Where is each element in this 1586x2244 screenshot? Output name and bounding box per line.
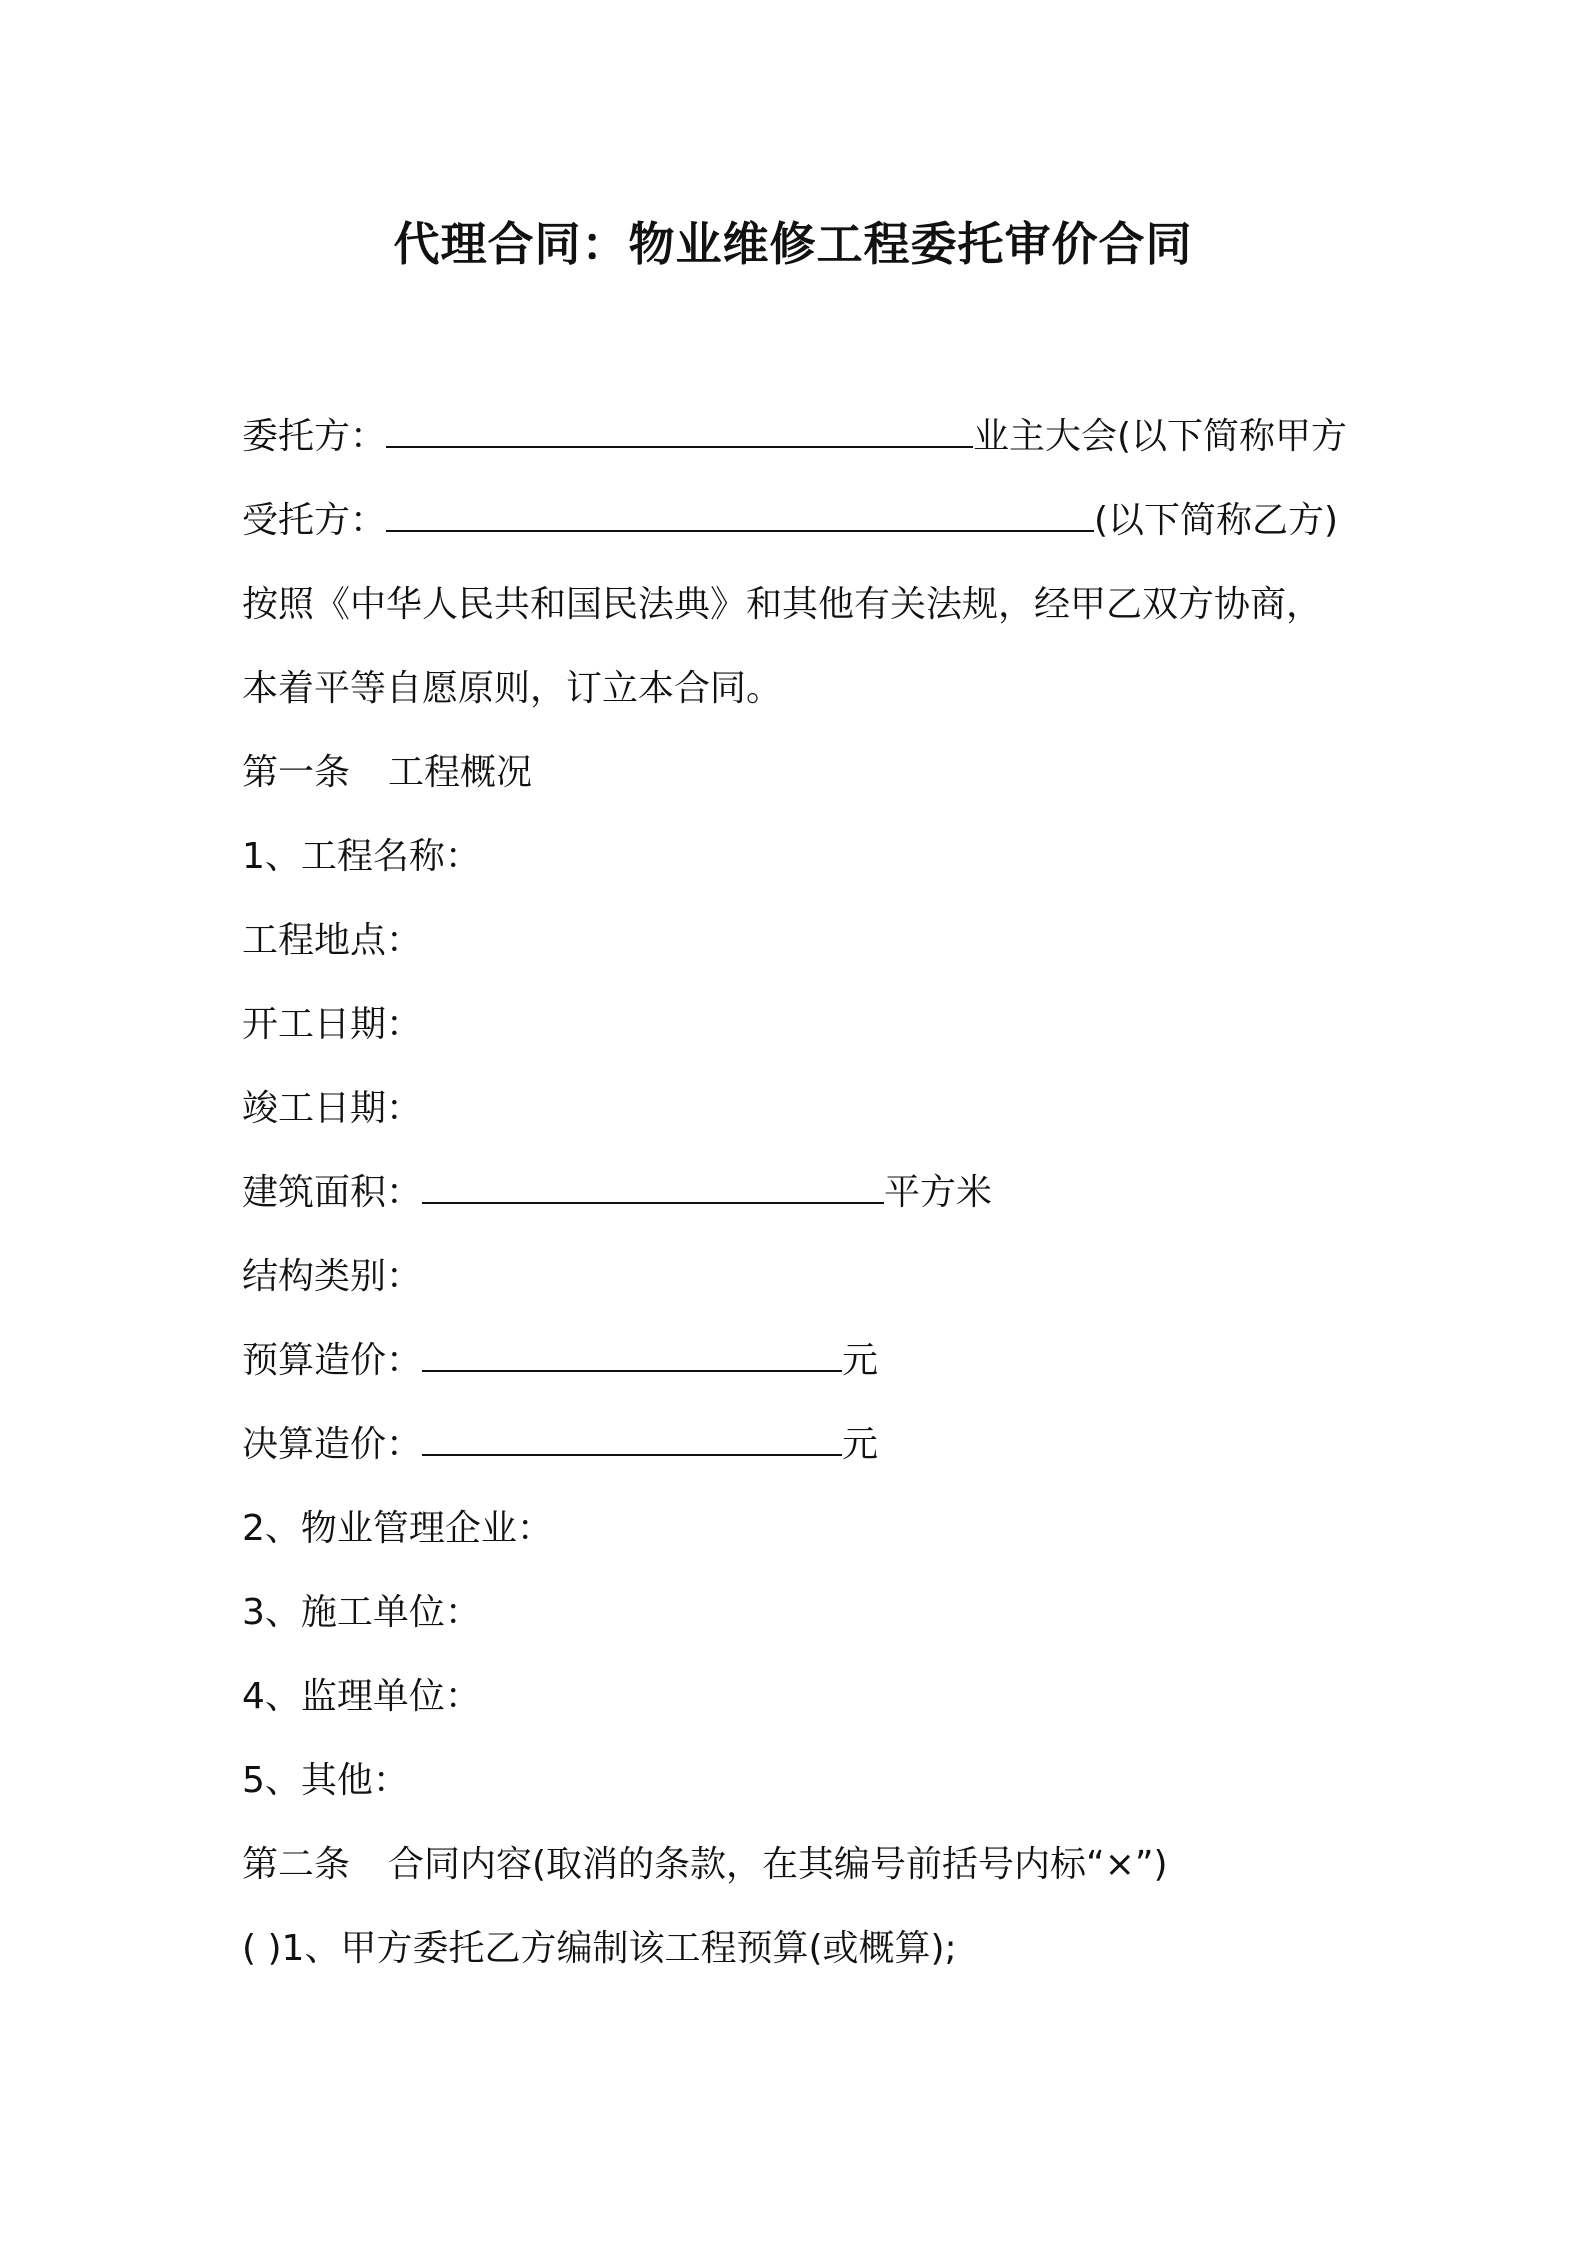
property-management-label: 2、物业管理企业： bbox=[242, 1508, 553, 1549]
agent-suffix: (以下简称乙方) bbox=[1094, 500, 1339, 541]
article-1-number: 第一条 bbox=[242, 752, 351, 793]
floor-area-unit: 平方米 bbox=[884, 1172, 993, 1213]
structure-type-label: 结构类别： bbox=[242, 1256, 423, 1297]
construction-unit-label: 3、施工单位： bbox=[242, 1592, 481, 1633]
floor-area-blank[interactable] bbox=[422, 1172, 884, 1204]
intro-line-1: 按照《中华人民共和国民法典》和其他有关法规，经甲乙双方协商， bbox=[242, 584, 1323, 625]
start-date-label: 开工日期： bbox=[242, 1004, 423, 1045]
budget-cost-line bbox=[242, 1336, 878, 1386]
article-1-title: 工程概况 bbox=[388, 752, 533, 793]
final-cost-label: 决算造价： bbox=[242, 1424, 423, 1465]
intro-line-2: 本着平等自愿原则，订立本合同。 bbox=[242, 668, 783, 709]
final-cost-unit: 元 bbox=[842, 1424, 879, 1465]
article-2-heading bbox=[242, 1840, 1168, 1890]
client-suffix: 业主大会(以下简称甲方 bbox=[973, 416, 1348, 457]
agent-line bbox=[242, 496, 1338, 546]
article-1-heading bbox=[242, 748, 532, 798]
supervision-unit-label: 4、监理单位： bbox=[242, 1676, 481, 1717]
budget-cost-unit: 元 bbox=[842, 1340, 879, 1381]
client-name-blank[interactable] bbox=[386, 416, 973, 448]
article-2-title: 合同内容(取消的条款，在其编号前括号内标“×”) bbox=[388, 1844, 1168, 1885]
floor-area-line bbox=[242, 1168, 992, 1218]
final-cost-line bbox=[242, 1420, 878, 1470]
final-cost-blank[interactable] bbox=[422, 1424, 842, 1456]
other-label: 5、其他： bbox=[242, 1760, 409, 1801]
article-2-number: 第二条 bbox=[242, 1844, 351, 1885]
budget-cost-blank[interactable] bbox=[422, 1340, 842, 1372]
project-location-label: 工程地点： bbox=[242, 920, 423, 961]
budget-cost-label: 预算造价： bbox=[242, 1340, 423, 1381]
client-label: 委托方： bbox=[242, 416, 387, 457]
agent-label: 受托方： bbox=[242, 500, 387, 541]
clause-1: ( )1、甲方委托乙方编制该工程预算(或概算); bbox=[242, 1928, 957, 1969]
document-title: 代理合同：物业维修工程委托审价合同 bbox=[393, 217, 1193, 271]
floor-area-label: 建筑面积： bbox=[242, 1172, 423, 1213]
completion-date-label: 竣工日期： bbox=[242, 1088, 423, 1129]
client-line bbox=[242, 412, 1347, 462]
project-name-label: 1、工程名称： bbox=[242, 836, 481, 877]
agent-name-blank[interactable] bbox=[386, 500, 1094, 532]
